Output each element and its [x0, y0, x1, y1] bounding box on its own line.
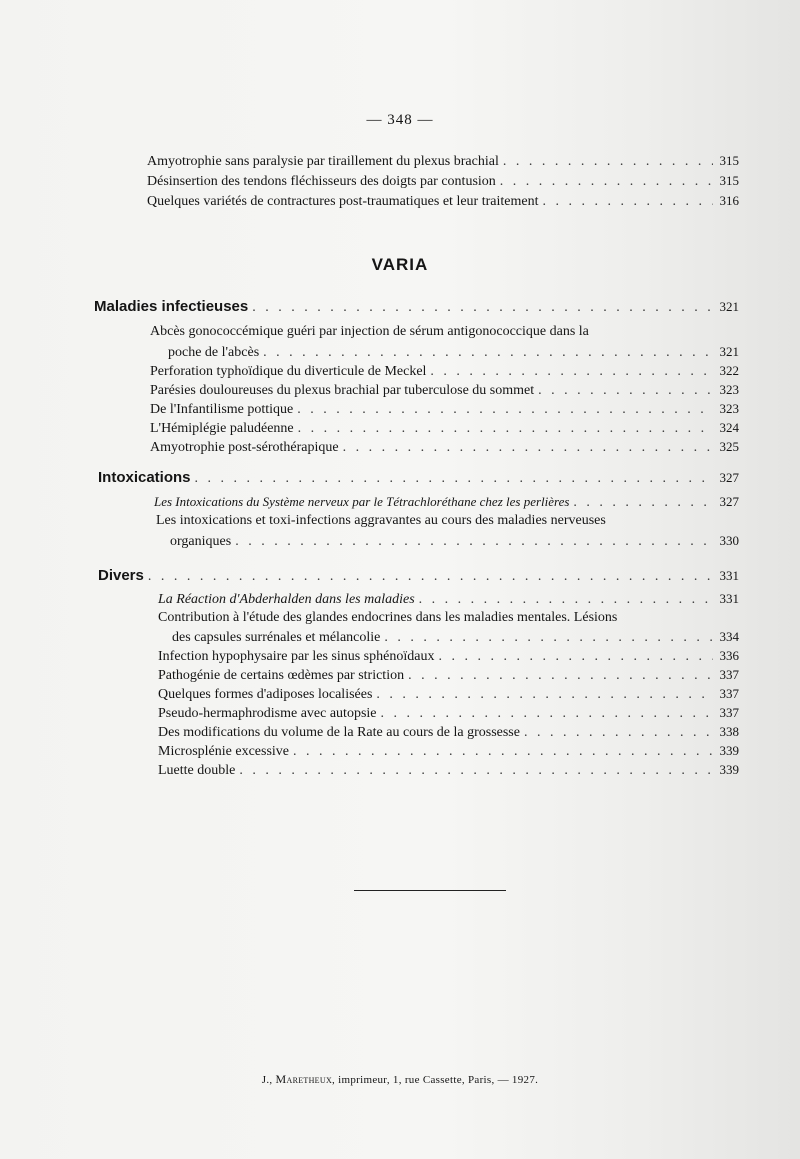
entry-title: Perforation typhoïdique du diverticule de Meckel	[150, 364, 427, 379]
toc-entry	[147, 152, 739, 171]
entry-page: 322	[719, 363, 739, 378]
toc-entry	[150, 400, 739, 419]
entry-title: Quelques formes d'adiposes localisées	[158, 687, 373, 702]
entry-page: 331	[719, 591, 739, 606]
page-number: — 348 —	[366, 112, 434, 128]
dot-leader	[419, 591, 713, 609]
entry-page: 316	[719, 193, 739, 208]
dot-leader	[195, 470, 713, 488]
entry-title: La Réaction d'Abderhalden dans les maladies	[158, 592, 415, 607]
dot-leader	[298, 420, 713, 438]
entry-page: 315	[719, 153, 739, 168]
dot-leader	[263, 344, 713, 362]
dot-leader	[384, 629, 713, 647]
dot-leader	[239, 762, 713, 780]
entry-title: Les Intoxications du Système nerveux par le Tétrachloréthane chez les perlières	[154, 494, 570, 509]
heading-page: 331	[719, 568, 739, 583]
dot-leader	[408, 667, 713, 685]
entry-title: des capsules surrénales et mélancolie	[172, 630, 381, 645]
entry-title: De l'Infantilisme pottique	[150, 402, 294, 417]
entry-title: Infection hypophysaire par les sinus sphénoïdaux	[158, 649, 435, 664]
heading-title: Maladies infectieuses	[94, 298, 249, 315]
printer-imprint	[0, 1072, 800, 1087]
entry-title: Microsplénie excessive	[158, 744, 290, 759]
heading-title: Divers	[98, 567, 144, 584]
entry-line: Contribution à l'étude des glandes endocrines dans les maladies mentales. Lésions	[158, 610, 618, 625]
entry-page: 324	[719, 420, 739, 435]
entry-page: 315	[719, 173, 739, 188]
toc-entry	[154, 493, 739, 512]
dot-leader	[503, 153, 713, 171]
dot-leader	[542, 193, 713, 211]
imprint-rest: , imprimeur, 1, rue Cassette, Paris, — 1927.	[332, 1074, 539, 1086]
dot-leader	[343, 439, 713, 457]
toc-entry	[150, 362, 739, 381]
entry-page: 337	[719, 705, 739, 720]
entry-page: 339	[719, 743, 739, 758]
entry-title: poche de l'abcès	[168, 345, 260, 360]
entry-title: Amyotrophie post-sérothérapique	[150, 440, 339, 455]
entry-title: Pathogénie de certains œdèmes par striction	[158, 668, 405, 683]
entry-page: 323	[719, 382, 739, 397]
toc-entry	[158, 590, 739, 609]
toc-entry	[147, 192, 739, 211]
toc-entry	[150, 381, 739, 400]
section-heading-intoxications	[98, 469, 739, 488]
dot-leader	[297, 401, 713, 419]
entry-title: organiques	[170, 534, 232, 549]
dot-leader	[573, 494, 713, 512]
entry-title: Désinsertion des tendons fléchisseurs des doigts par contusion	[147, 174, 496, 189]
entry-page: 330	[719, 533, 739, 548]
toc-entry	[172, 628, 739, 647]
toc-entry	[150, 419, 739, 438]
entry-page: 336	[719, 648, 739, 663]
entry-page: 337	[719, 686, 739, 701]
toc-entry	[158, 666, 739, 685]
dot-leader	[252, 299, 713, 317]
entry-title: Quelques variétés de contractures post-traumatiques et leur traitement	[147, 194, 539, 209]
toc-entry	[147, 172, 739, 191]
toc-entry	[158, 742, 739, 761]
entry-page: 339	[719, 762, 739, 777]
section-heading-maladies	[94, 298, 739, 317]
toc-entry	[158, 761, 739, 780]
entry-page: 321	[719, 344, 739, 359]
imprint-prefix: J.,	[261, 1074, 273, 1086]
dot-leader	[148, 568, 713, 586]
dot-leader	[500, 173, 713, 191]
entry-title: Pseudo-hermaphrodisme avec autopsie	[158, 706, 377, 721]
toc-entry	[170, 532, 739, 551]
dot-leader	[438, 648, 713, 666]
entry-title: Luette double	[158, 763, 236, 778]
dot-leader	[293, 743, 713, 761]
entry-line: Abcès gonococcémique guéri par injection de sérum antigonococcique dans la	[150, 324, 589, 339]
entry-line: Les intoxications et toxi-infections aggravantes au cours des maladies nerveuses	[156, 513, 606, 528]
heading-page: 321	[719, 299, 739, 314]
toc-entry	[168, 343, 739, 362]
entry-page: 337	[719, 667, 739, 682]
closing-rule	[354, 890, 506, 891]
dot-leader	[430, 363, 713, 381]
entry-page: 325	[719, 439, 739, 454]
heading-page: 327	[719, 470, 739, 485]
toc-entry	[158, 723, 739, 742]
toc-entry	[158, 685, 739, 704]
entry-page: 327	[719, 494, 739, 509]
entry-title: Parésies douloureuses du plexus brachial par tuberculose du sommet	[150, 383, 535, 398]
entry-page: 334	[719, 629, 739, 644]
toc-entry	[158, 704, 739, 723]
entry-page: 323	[719, 401, 739, 416]
section-title: VARIA	[371, 255, 429, 274]
toc-entry	[150, 438, 739, 457]
heading-title: Intoxications	[98, 469, 191, 486]
section-heading-divers	[98, 567, 739, 586]
entry-title: Des modifications du volume de la Rate au cours de la grossesse	[158, 725, 520, 740]
entry-page: 338	[719, 724, 739, 739]
dot-leader	[538, 382, 713, 400]
dot-leader	[381, 705, 714, 723]
dot-leader	[376, 686, 713, 704]
entry-title: L'Hémiplégie paludéenne	[150, 421, 294, 436]
dot-leader	[235, 533, 713, 551]
toc-entry	[158, 647, 739, 666]
imprint-name: Maretheux	[275, 1072, 333, 1086]
dot-leader	[524, 724, 713, 742]
entry-title: Amyotrophie sans paralysie par tiraillement du plexus brachial	[147, 154, 499, 169]
